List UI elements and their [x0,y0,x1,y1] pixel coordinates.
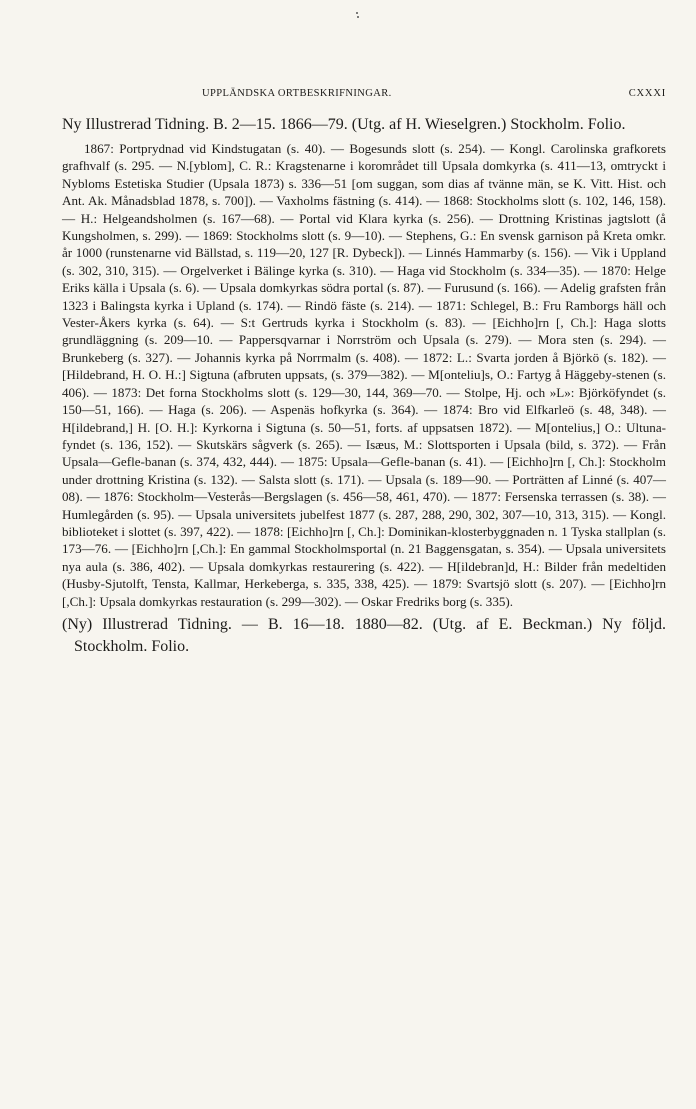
book-page [62,88,666,658]
page-header [62,88,666,106]
page-number: CXXXI [628,88,666,99]
bibliography-entry-title: Ny Illustrerad Tidning. B. 2—15. 1866—79. (Utg. af H. Wieselgren.) Stockholm. Folio. [62,116,626,133]
bibliography-entry-title: (Ny) Illustrerad Tidning. — B. 16—18. 1880—82. (Utg. af E. Beckman.) Ny följd. Stockholm. Folio. [62,615,666,655]
bibliography-entry-body: 1867: Portprydnad vid Kindstugatan (s. 40). — Bogesunds slott (s. 254). — Kongl. Carolinska grafkorets grafhvalf (s. 295. — N.[yblom], C. R.: Kragstenarne i korområdet till Upsala domkyrka (s. 411—13, omtryckt i Nybloms Estetiska Studier (Upsala 1873) s. 336—51 [om suggan, som dias af tvänne män, se K. Vitt. Hist. och Ant. Ak. Månadsblad 1878, s. 700]). — Vaxholms fästning (s. 414). — 1868: Stockholms slott (s. 102, 146, 158). — H.: Helgeandsholmen (s. 167—68). — Portal vid Klara kyrka (s. 256). — Drottning Kristinas jagtslott (å Kungsholmen, s. 299). — 1869: Stockholms slott (s. 9—10). — Stephens, G.: En svensk garnison på Kreta omkr. år 1000 (runstenarne vid Bällstad, s. 119—20, 127 [R. Dybeck]). — Linnés Hammarby (s. 156). — Vik i Uppland (s. 302, 310, 315). — Orgelverket i Bälinge kyrka (s. 310). — Haga vid Stockholm (s. 334—35). — 1870: Helge Eriks källa i Upsala (s. 6). — Upsala domkyrkas södra portal (s. 87). — Furusund (s. 166). — Adelig grafsten från 1323 i Balingsta kyrka i Upland (s. 174). — Rindö fäste (s. 214). — 1871: Schlegel, B.: Fru Ramborgs häll och Vester-Åkers kyrka (s. 64). — S:t Gertruds kyrka i Stockholm (s. 83). — [Eichho]rn [, Ch.]: Haga slotts grundläggning (s. 209—10. — Pappersqvarnar i Norrström och Upsala (s. 279). — Mora sten (s. 294). — Brunkeberg (s. 327). — Johannis kyrka på Norrmalm (s. 408). — 1872: L.: Svarta jorden å Björkö (s. 182). — [Hildebrand, H. O. H.:] Sigtuna (afbruten uppsats, (s. 379—382). — M[onteliu]s, O.: Fartyg å Häggeby-stenen (s. 406). — 1873: Det forna Stockholms slott (s. 129—30, 144, 369—70. — Stolpe, Hj. och »L»: Björköfyndet (s. 150—51, 166). — Haga (s. 206). — Aspenäs hofkyrka (s. 364). — 1874: Bro vid Elfkarleö (s. 48, 348). — H[ildebrand,] H. [O. H.]: Kyrkorna i Sigtuna (s. 50—51, forts. af uppsatsen 1872). — M[ontelius,] O.: Ultuna-fyndet (s. 136, 152). — Skutskärs sågverk (s. 265). — Isæus, M.: Slottsporten i Upsala (bild, s. 372). — Från Upsala—Gefle-banan (s. 374, 432, 444). — 1875: Upsala—Gefle-banan (s. 41). — [Eichho]rn [, Ch.]: Stockholm under drottning Kristina (s. 132). — Salsta slott (s. 171). — Upsala (s. 189—90. — Porträtten af Linné (s. 407—08). — 1876: Stockholm—Vesterås—Bergslagen (s. 456—58, 461, 470). — 1877: Fersenska terrassen (s. 38). — Humlegården (s. 95). — Upsala universitets jubelfest 1877 (s. 287, 288, 290, 302, 307—10, 313, 315). — Kongl. biblioteket i slottet (s. 397, 422). — 1878: [Eichho]rn [, Ch.]: Dominikan-klosterbyggnaden n. 1 Tyska stallplan (s. 173—76. — [Eichho]rn [,Ch.]: En gammal Stockholmsportal (n. 21 Baggensgatan, s. 354). — Upsala universitets nya aula (s. 386, 402). — Upsala domkyrkas restaurering (s. 422). — H[ildebran]d, H.: Bilder från medeltiden (Husby-Sjutolft, Tensta, Kallmar, Herkeberga, s. 335, 338, 425). — 1879: Svartsjö slott (s. 207). — [Eichho]rn [,Ch.]: Upsala domkyrkas restauration (s. 299—302). — Oskar Fredriks borg (s. 335). [62,141,666,609]
running-title: UPPLÄNDSKA ORTBESKRIFNINGAR. [202,88,392,99]
